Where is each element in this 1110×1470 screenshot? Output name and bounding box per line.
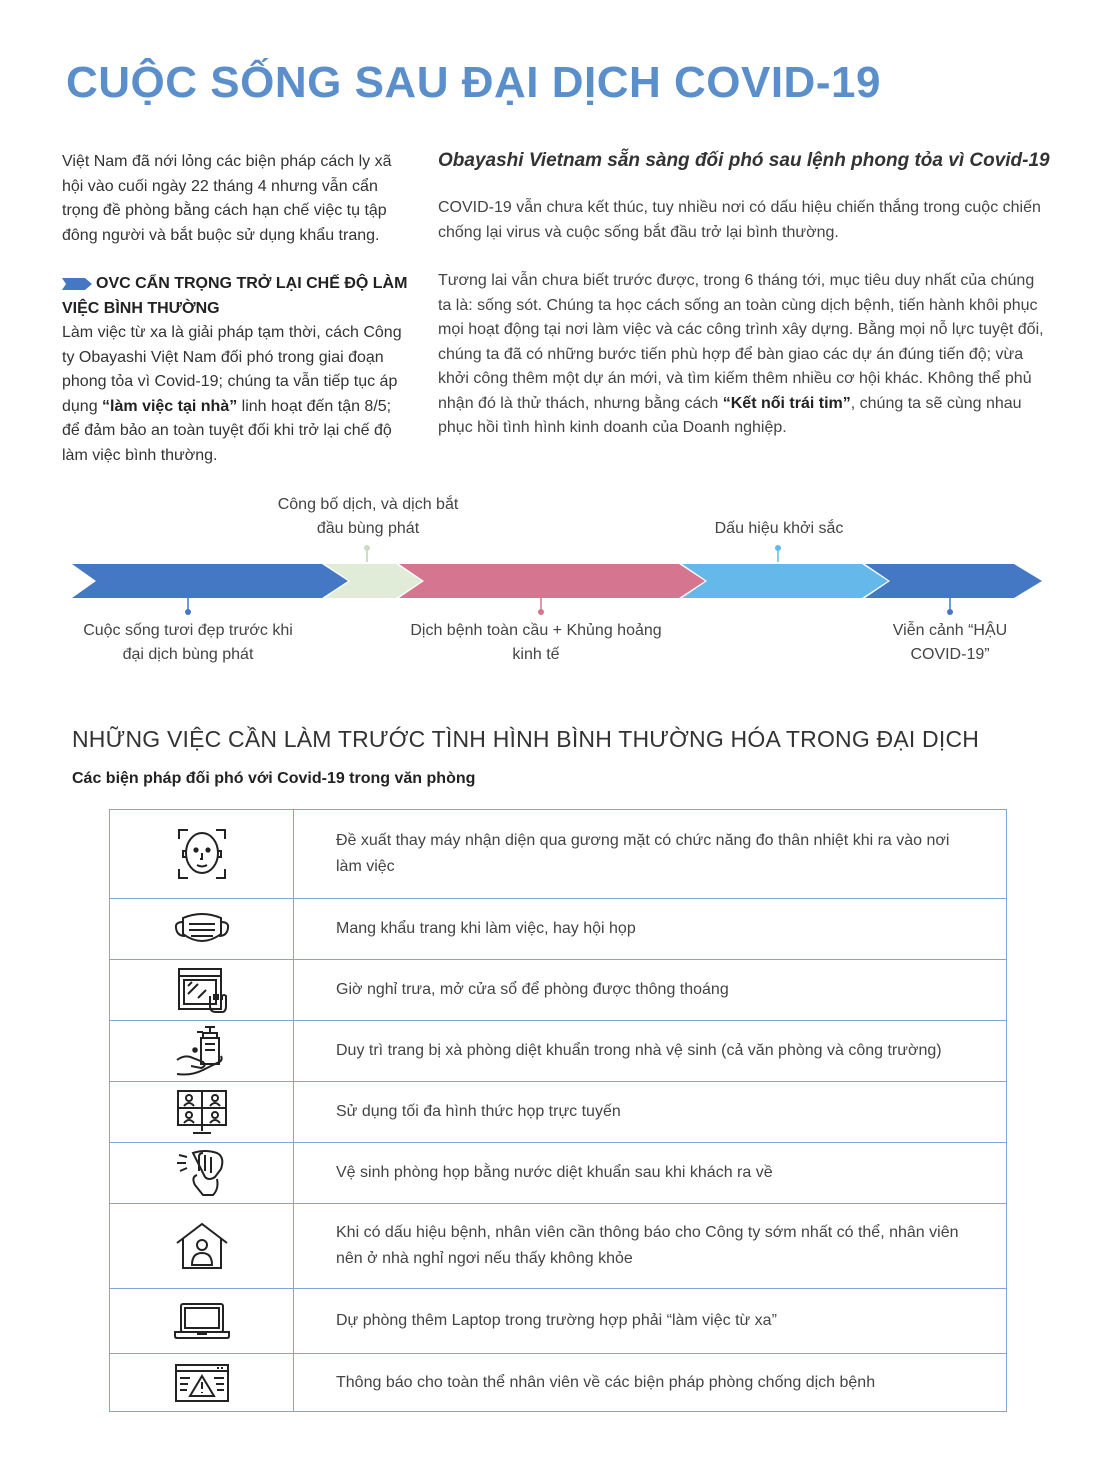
measure-text: Vệ sinh phòng họp bằng nước diệt khuẩn sau khi khách ra về: [294, 1143, 1007, 1204]
measure-text: Khi có dấu hiệu bệnh, nhân viên cần thông báo cho Công ty sớm nhất có thể, nhân viên nên ở nhà nghỉ ngơi nếu thấy không khỏe: [294, 1204, 1007, 1289]
timeline-dot-5: [947, 609, 953, 615]
timeline-label-4: Dấu hiệu khởi sắc: [714, 520, 844, 537]
article-paragraph-1: COVID-19 vẫn chưa kết thúc, tuy nhiều nơi có dấu hiệu chiến thắng trong cuộc chiến chống lại virus và cuộc sống bắt đầu trở lại bình thường.: [438, 199, 1041, 241]
table-row: [110, 1354, 1007, 1412]
table-row: [110, 960, 1007, 1021]
table-row: [110, 1204, 1007, 1289]
timeline-label-2: Công bố dịch, và dịch bắt đầu bùng phát: [277, 496, 459, 537]
soap-dispenser-icon: [175, 1024, 229, 1078]
open-window-icon: [176, 966, 228, 1014]
table-row: [110, 1289, 1007, 1354]
measure-text: Duy trì trang bị xà phòng diệt khuẩn trong nhà vệ sinh (cả văn phòng và công trường): [294, 1021, 1007, 1082]
measure-text: Đề xuất thay máy nhận diện qua gương mặt có chức năng đo thân nhiệt khi ra vào nơi làm việc: [294, 810, 1007, 899]
article-heading: Obayashi Vietnam sẵn sàng đối phó sau lệnh phong tỏa vì Covid-19: [438, 150, 1050, 171]
timeline-dot-4: [775, 545, 781, 551]
todo-title: NHỮNG VIỆC CẦN LÀM TRƯỚC TÌNH HÌNH BÌNH THƯỜNG HÓA TRONG ĐẠI DỊCH: [72, 726, 980, 752]
table-row: [110, 1143, 1007, 1204]
measure-text: Thông báo cho toàn thể nhân viên về các biện pháp phòng chống dịch bệnh: [294, 1354, 1007, 1412]
section-heading: OVC CẨN TRỌNG TRỞ LẠI CHẾ ĐỘ LÀM VIỆC BÌNH THƯỜNG: [62, 275, 408, 317]
measure-text: Dự phòng thêm Laptop trong trường hợp phải “làm việc từ xa”: [294, 1289, 1007, 1354]
timeline-label-1: Cuộc sống tươi đẹp trước khi đại dịch bùng phát: [83, 622, 293, 663]
table-row: [110, 899, 1007, 960]
measure-text: Giờ nghỉ trưa, mở cửa sổ để phòng được thông thoáng: [294, 960, 1007, 1021]
intro-paragraph: Việt Nam đã nới lỏng các biện pháp cách ly xã hội vào cuối ngày 22 tháng 4 nhưng vẫn cẩn trọng đề phòng bằng cách hạn chế việc tụ tập đông người và bắt buộc sử dụng khẩu trang.: [62, 153, 392, 244]
todo-subtitle: Các biện pháp đối phó với Covid-19 trong văn phòng: [72, 770, 476, 787]
timeline-stage-1: [72, 564, 348, 598]
timeline-dot-3: [538, 609, 544, 615]
measure-text: Sử dụng tối đa hình thức họp trực tuyến: [294, 1082, 1007, 1143]
table-row: [110, 1021, 1007, 1082]
stay-home-icon: [175, 1221, 229, 1271]
timeline-stage-3: [399, 564, 705, 598]
warning-notice-icon: [173, 1362, 231, 1404]
article-paragraph-2: Tương lai vẫn chưa biết trước được, trong 6 tháng tới, mục tiêu duy nhất của chúng ta là: sống sót. Chúng ta học cách sống an toàn cùng dịch bệnh, tiến hành khôi phục mọi hoạt động tại nơi làm việc và các công trình xây dựng. Bằng mọi nỗ lực tuyệt đối, chúng ta đã có những bước tiến phù hợp để bàn giao các dự án đúng tiến độ; vừa khởi công thêm một dự án mới, và tìm kiếm thêm nhiều cơ hội khác. Không thể phủ nhận đó là thử thách, nhưng bằng cách “Kết nối trái tim”, chúng ta sẽ cùng nhau phục hồi tình hình kinh doanh của Doanh nghiệp.: [438, 272, 1044, 436]
timeline-label-3: Dịch bệnh toàn cầu + Khủng hoảng kinh tế: [410, 622, 662, 663]
page-title: CUỘC SỐNG SAU ĐẠI DỊCH COVID-19: [66, 58, 881, 107]
video-meeting-icon: [175, 1088, 229, 1136]
measure-text: Mang khẩu trang khi làm việc, hay hội họp: [294, 899, 1007, 960]
arrow-tag-icon: [62, 278, 92, 290]
timeline-label-5: Viễn cảnh “HẬU COVID-19”: [892, 622, 1008, 663]
timeline-dot-1: [185, 609, 191, 615]
face-mask-icon: [173, 908, 231, 950]
timeline-dot-2: [364, 545, 370, 551]
laptop-icon: [173, 1301, 231, 1341]
measures-table: [109, 809, 1007, 1412]
timeline-stage-5: [865, 564, 1042, 598]
intro-column: [62, 150, 412, 468]
table-row: [110, 810, 1007, 899]
timeline-stage-4: [682, 564, 888, 598]
cleaning-hand-icon: [175, 1147, 229, 1199]
face-scan-icon: [176, 827, 228, 881]
table-row: [110, 1082, 1007, 1143]
section-paragraph: Làm việc từ xa là giải pháp tạm thời, cách Công ty Obayashi Việt Nam đối phó trong giai đoạn phong tỏa vì Covid-19; chúng ta vẫn tiếp tục áp dụng “làm việc tại nhà” linh hoạt đến tận 8/5; để đảm bảo an toàn tuyệt đối khi trở lại chế độ làm việc bình thường.: [62, 324, 402, 464]
article-column: [438, 148, 1050, 465]
timeline-arrows: [0, 540, 1110, 620]
